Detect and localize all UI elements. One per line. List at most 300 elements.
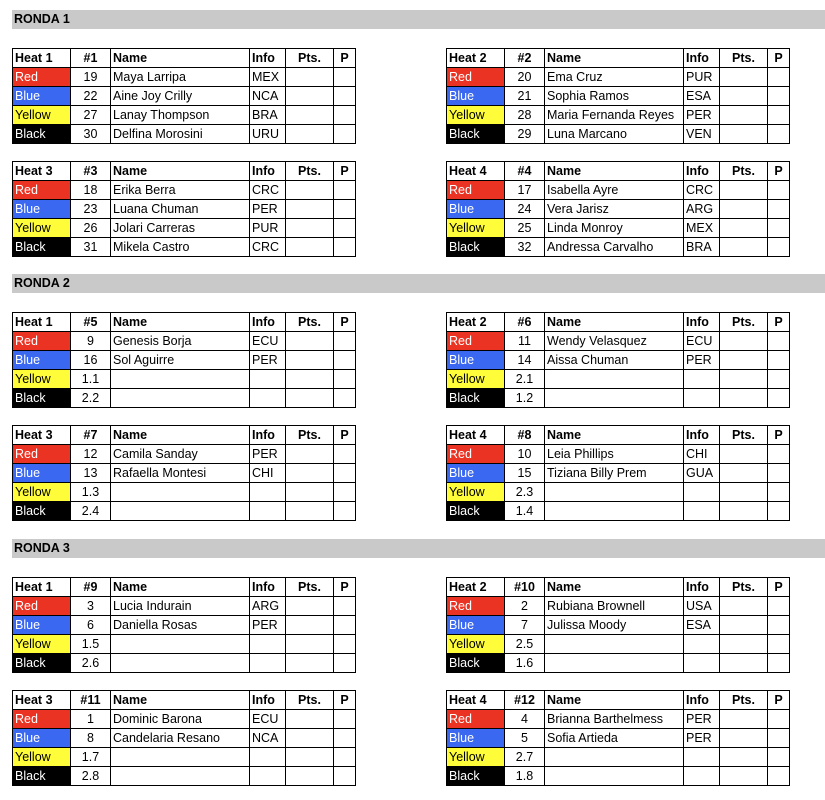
seed-cell: 2.5 xyxy=(505,635,545,654)
heat-header-row xyxy=(447,162,790,181)
athlete-name-cell: Tiziana Billy Prem xyxy=(545,464,684,483)
jersey-color-black: Black xyxy=(13,238,71,257)
place-cell xyxy=(768,68,790,87)
place-column-header: P xyxy=(334,691,356,710)
points-cell xyxy=(720,370,768,389)
competitor-row xyxy=(447,597,790,616)
jersey-color-yellow: Yellow xyxy=(447,635,505,654)
place-cell xyxy=(334,635,356,654)
heat-number: #11 xyxy=(71,691,111,710)
competitor-row xyxy=(447,635,790,654)
jersey-color-yellow: Yellow xyxy=(13,219,71,238)
points-cell xyxy=(286,68,334,87)
competitor-row xyxy=(447,106,790,125)
place-cell xyxy=(768,654,790,673)
heat-number: #4 xyxy=(505,162,545,181)
competitor-row xyxy=(447,219,790,238)
points-cell xyxy=(286,616,334,635)
jersey-color-black: Black xyxy=(447,767,505,786)
competitor-row xyxy=(13,68,356,87)
jersey-color-blue: Blue xyxy=(447,200,505,219)
info-column-header: Info xyxy=(250,578,286,597)
jersey-color-blue: Blue xyxy=(13,200,71,219)
jersey-color-black: Black xyxy=(13,389,71,408)
place-cell xyxy=(768,106,790,125)
seed-cell: 4 xyxy=(505,710,545,729)
country-cell xyxy=(684,389,720,408)
athlete-name-cell: Maya Larripa xyxy=(111,68,250,87)
info-column-header: Info xyxy=(250,49,286,68)
points-cell xyxy=(286,106,334,125)
competitor-row xyxy=(447,351,790,370)
jersey-color-red: Red xyxy=(13,710,71,729)
athlete-name-cell: Delfina Morosini xyxy=(111,125,250,144)
country-cell xyxy=(250,389,286,408)
seed-cell: 31 xyxy=(71,238,111,257)
place-cell xyxy=(334,181,356,200)
heat-label: Heat 1 xyxy=(13,313,71,332)
athlete-name-cell xyxy=(545,370,684,389)
seed-cell: 25 xyxy=(505,219,545,238)
heat-table xyxy=(12,690,356,786)
place-cell xyxy=(768,87,790,106)
place-cell xyxy=(334,389,356,408)
athlete-name-cell: Vera Jarisz xyxy=(545,200,684,219)
jersey-color-blue: Blue xyxy=(13,87,71,106)
place-cell xyxy=(334,483,356,502)
heat-number: #9 xyxy=(71,578,111,597)
place-cell xyxy=(768,597,790,616)
country-cell xyxy=(684,748,720,767)
competitor-row xyxy=(13,748,356,767)
seed-cell: 3 xyxy=(71,597,111,616)
heat-header-row xyxy=(447,313,790,332)
points-cell xyxy=(286,389,334,408)
competitor-row xyxy=(447,87,790,106)
competitor-row xyxy=(13,181,356,200)
athlete-name-cell: Aine Joy Crilly xyxy=(111,87,250,106)
country-cell: ESA xyxy=(684,616,720,635)
place-cell xyxy=(768,219,790,238)
points-cell xyxy=(720,597,768,616)
competitor-row xyxy=(13,106,356,125)
competitor-row xyxy=(13,767,356,786)
place-column-header: P xyxy=(768,426,790,445)
heat-table xyxy=(12,312,356,408)
points-column-header: Pts. xyxy=(286,691,334,710)
jersey-color-red: Red xyxy=(447,181,505,200)
seed-cell: 5 xyxy=(505,729,545,748)
heat-label: Heat 3 xyxy=(13,691,71,710)
seed-cell: 10 xyxy=(505,445,545,464)
points-cell xyxy=(286,464,334,483)
jersey-color-blue: Blue xyxy=(447,351,505,370)
heat-label: Heat 2 xyxy=(447,313,505,332)
competitor-row xyxy=(447,483,790,502)
heat-header-row xyxy=(447,578,790,597)
competitor-row xyxy=(13,238,356,257)
jersey-color-red: Red xyxy=(447,68,505,87)
competitor-row xyxy=(13,351,356,370)
athlete-name-cell: Wendy Velasquez xyxy=(545,332,684,351)
seed-cell: 20 xyxy=(505,68,545,87)
heat-number: #10 xyxy=(505,578,545,597)
seed-cell: 19 xyxy=(71,68,111,87)
seed-cell: 1 xyxy=(71,710,111,729)
country-cell: PER xyxy=(684,729,720,748)
jersey-color-yellow: Yellow xyxy=(13,106,71,125)
athlete-name-cell: Aissa Chuman xyxy=(545,351,684,370)
points-cell xyxy=(286,219,334,238)
athlete-name-cell: Candelaria Resano xyxy=(111,729,250,748)
jersey-color-black: Black xyxy=(447,502,505,521)
points-cell xyxy=(720,68,768,87)
name-column-header: Name xyxy=(545,162,684,181)
jersey-color-black: Black xyxy=(447,389,505,408)
heat-table xyxy=(12,161,356,257)
place-cell xyxy=(768,483,790,502)
place-cell xyxy=(768,729,790,748)
seed-cell: 1.5 xyxy=(71,635,111,654)
points-cell xyxy=(286,729,334,748)
place-cell xyxy=(768,370,790,389)
athlete-name-cell: Sophia Ramos xyxy=(545,87,684,106)
place-column-header: P xyxy=(334,578,356,597)
competitor-row xyxy=(447,68,790,87)
heat-number: #1 xyxy=(71,49,111,68)
place-cell xyxy=(334,219,356,238)
place-cell xyxy=(334,502,356,521)
athlete-name-cell: Linda Monroy xyxy=(545,219,684,238)
competitor-row xyxy=(13,445,356,464)
place-cell xyxy=(768,389,790,408)
jersey-color-black: Black xyxy=(13,125,71,144)
athlete-name-cell: Isabella Ayre xyxy=(545,181,684,200)
round-title-bar: RONDA 1 xyxy=(12,10,825,29)
athlete-name-cell xyxy=(545,748,684,767)
country-cell: ECU xyxy=(684,332,720,351)
athlete-name-cell: Mikela Castro xyxy=(111,238,250,257)
athlete-name-cell xyxy=(111,370,250,389)
competitor-row xyxy=(13,654,356,673)
name-column-header: Name xyxy=(545,578,684,597)
points-cell xyxy=(720,635,768,654)
athlete-name-cell: Sol Aguirre xyxy=(111,351,250,370)
heat-label: Heat 1 xyxy=(13,49,71,68)
seed-cell: 1.6 xyxy=(505,654,545,673)
points-cell xyxy=(286,370,334,389)
seed-cell: 8 xyxy=(71,729,111,748)
competitor-row xyxy=(447,767,790,786)
place-cell xyxy=(334,200,356,219)
name-column-header: Name xyxy=(545,49,684,68)
competitor-row xyxy=(13,200,356,219)
country-cell: USA xyxy=(684,597,720,616)
place-cell xyxy=(768,238,790,257)
seed-cell: 2.1 xyxy=(505,370,545,389)
competitor-row xyxy=(13,464,356,483)
seed-cell: 2 xyxy=(505,597,545,616)
points-cell xyxy=(286,483,334,502)
country-cell xyxy=(684,654,720,673)
country-cell: MEX xyxy=(250,68,286,87)
place-column-header: P xyxy=(334,162,356,181)
jersey-color-red: Red xyxy=(13,181,71,200)
athlete-name-cell: Erika Berra xyxy=(111,181,250,200)
place-column-header: P xyxy=(768,49,790,68)
points-cell xyxy=(720,181,768,200)
competitor-row xyxy=(447,181,790,200)
points-cell xyxy=(720,616,768,635)
heat-label: Heat 4 xyxy=(447,691,505,710)
heat-header-row xyxy=(13,691,356,710)
heat-number: #8 xyxy=(505,426,545,445)
heat-table xyxy=(446,48,790,144)
place-column-header: P xyxy=(334,426,356,445)
competitor-row xyxy=(13,502,356,521)
points-cell xyxy=(720,729,768,748)
points-cell xyxy=(720,464,768,483)
competitor-row xyxy=(13,729,356,748)
points-cell xyxy=(720,767,768,786)
info-column-header: Info xyxy=(684,313,720,332)
athlete-name-cell xyxy=(111,748,250,767)
place-cell xyxy=(334,351,356,370)
jersey-color-blue: Blue xyxy=(13,351,71,370)
info-column-header: Info xyxy=(250,162,286,181)
place-cell xyxy=(334,729,356,748)
seed-cell: 29 xyxy=(505,125,545,144)
place-cell xyxy=(768,464,790,483)
info-column-header: Info xyxy=(250,313,286,332)
seed-cell: 13 xyxy=(71,464,111,483)
place-cell xyxy=(334,597,356,616)
country-cell: BRA xyxy=(684,238,720,257)
country-cell: CHI xyxy=(250,464,286,483)
info-column-header: Info xyxy=(684,426,720,445)
points-cell xyxy=(720,106,768,125)
country-cell: PUR xyxy=(684,68,720,87)
heat-table xyxy=(446,425,790,521)
country-cell: PER xyxy=(250,200,286,219)
jersey-color-blue: Blue xyxy=(13,729,71,748)
points-cell xyxy=(720,125,768,144)
points-cell xyxy=(720,654,768,673)
place-cell xyxy=(334,767,356,786)
heat-header-row xyxy=(13,578,356,597)
heat-table xyxy=(446,690,790,786)
jersey-color-red: Red xyxy=(13,68,71,87)
jersey-color-red: Red xyxy=(13,445,71,464)
athlete-name-cell xyxy=(545,483,684,502)
jersey-color-red: Red xyxy=(447,445,505,464)
points-cell xyxy=(286,200,334,219)
seed-cell: 2.6 xyxy=(71,654,111,673)
name-column-header: Name xyxy=(111,578,250,597)
points-cell xyxy=(720,389,768,408)
jersey-color-blue: Blue xyxy=(447,87,505,106)
athlete-name-cell xyxy=(545,767,684,786)
round-title-bar: RONDA 2 xyxy=(12,274,825,293)
jersey-color-yellow: Yellow xyxy=(13,748,71,767)
seed-cell: 32 xyxy=(505,238,545,257)
heat-number: #6 xyxy=(505,313,545,332)
points-cell xyxy=(720,219,768,238)
competitor-row xyxy=(13,370,356,389)
heat-label: Heat 2 xyxy=(447,578,505,597)
competitor-row xyxy=(447,445,790,464)
place-cell xyxy=(334,616,356,635)
points-cell xyxy=(286,238,334,257)
country-cell: GUA xyxy=(684,464,720,483)
country-cell xyxy=(250,767,286,786)
place-cell xyxy=(334,464,356,483)
country-cell: ARG xyxy=(684,200,720,219)
competitor-row xyxy=(13,219,356,238)
competitor-row xyxy=(447,710,790,729)
seed-cell: 2.8 xyxy=(71,767,111,786)
athlete-name-cell: Rubiana Brownell xyxy=(545,597,684,616)
jersey-color-blue: Blue xyxy=(447,729,505,748)
heat-table xyxy=(446,577,790,673)
place-cell xyxy=(768,445,790,464)
points-cell xyxy=(286,351,334,370)
place-column-header: P xyxy=(768,691,790,710)
heat-label: Heat 2 xyxy=(447,49,505,68)
heat-table xyxy=(12,577,356,673)
jersey-color-black: Black xyxy=(447,654,505,673)
athlete-name-cell: Luana Chuman xyxy=(111,200,250,219)
athlete-name-cell xyxy=(545,654,684,673)
heat-header-row xyxy=(447,426,790,445)
points-column-header: Pts. xyxy=(720,578,768,597)
competitor-row xyxy=(447,729,790,748)
athlete-name-cell: Andressa Carvalho xyxy=(545,238,684,257)
jersey-color-blue: Blue xyxy=(13,616,71,635)
points-cell xyxy=(720,332,768,351)
athlete-name-cell: Lanay Thompson xyxy=(111,106,250,125)
country-cell xyxy=(250,748,286,767)
heat-label: Heat 3 xyxy=(13,162,71,181)
place-cell xyxy=(334,332,356,351)
place-cell xyxy=(334,238,356,257)
jersey-color-blue: Blue xyxy=(13,464,71,483)
seed-cell: 17 xyxy=(505,181,545,200)
heat-number: #2 xyxy=(505,49,545,68)
name-column-header: Name xyxy=(111,313,250,332)
heat-header-row xyxy=(13,313,356,332)
country-cell: PER xyxy=(250,351,286,370)
jersey-color-black: Black xyxy=(13,502,71,521)
country-cell: ECU xyxy=(250,710,286,729)
jersey-color-yellow: Yellow xyxy=(447,483,505,502)
competitor-row xyxy=(13,597,356,616)
seed-cell: 15 xyxy=(505,464,545,483)
place-cell xyxy=(768,635,790,654)
name-column-header: Name xyxy=(545,691,684,710)
points-cell xyxy=(720,502,768,521)
seed-cell: 24 xyxy=(505,200,545,219)
athlete-name-cell xyxy=(111,635,250,654)
competitor-row xyxy=(447,654,790,673)
heat-header-row xyxy=(13,49,356,68)
seed-cell: 21 xyxy=(505,87,545,106)
place-column-header: P xyxy=(334,313,356,332)
athlete-name-cell xyxy=(111,654,250,673)
points-column-header: Pts. xyxy=(720,426,768,445)
competitor-row xyxy=(447,389,790,408)
seed-cell: 27 xyxy=(71,106,111,125)
athlete-name-cell: Leia Phillips xyxy=(545,445,684,464)
athlete-name-cell: Genesis Borja xyxy=(111,332,250,351)
round-title-bar: RONDA 3 xyxy=(12,539,825,558)
place-cell xyxy=(334,654,356,673)
points-cell xyxy=(720,351,768,370)
place-cell xyxy=(768,332,790,351)
country-cell xyxy=(684,483,720,502)
competitor-row xyxy=(447,748,790,767)
place-column-header: P xyxy=(334,49,356,68)
heat-label: Heat 4 xyxy=(447,162,505,181)
athlete-name-cell: Jolari Carreras xyxy=(111,219,250,238)
jersey-color-red: Red xyxy=(13,332,71,351)
competitor-row xyxy=(13,710,356,729)
jersey-color-black: Black xyxy=(447,238,505,257)
jersey-color-yellow: Yellow xyxy=(447,106,505,125)
name-column-header: Name xyxy=(111,691,250,710)
country-cell: PER xyxy=(250,616,286,635)
points-column-header: Pts. xyxy=(286,162,334,181)
competitor-row xyxy=(447,464,790,483)
name-column-header: Name xyxy=(545,426,684,445)
jersey-color-yellow: Yellow xyxy=(13,635,71,654)
name-column-header: Name xyxy=(111,162,250,181)
competitor-row xyxy=(13,332,356,351)
place-cell xyxy=(334,710,356,729)
country-cell xyxy=(250,370,286,389)
competitor-row xyxy=(13,616,356,635)
points-cell xyxy=(720,200,768,219)
jersey-color-yellow: Yellow xyxy=(447,219,505,238)
competitor-row xyxy=(13,87,356,106)
seed-cell: 1.3 xyxy=(71,483,111,502)
jersey-color-yellow: Yellow xyxy=(13,370,71,389)
seed-cell: 1.4 xyxy=(505,502,545,521)
country-cell xyxy=(250,635,286,654)
country-cell: PER xyxy=(684,351,720,370)
seed-cell: 2.7 xyxy=(505,748,545,767)
points-column-header: Pts. xyxy=(720,49,768,68)
seed-cell: 30 xyxy=(71,125,111,144)
heat-label: Heat 3 xyxy=(13,426,71,445)
seed-cell: 28 xyxy=(505,106,545,125)
athlete-name-cell: Luna Marcano xyxy=(545,125,684,144)
athlete-name-cell: Julissa Moody xyxy=(545,616,684,635)
athlete-name-cell xyxy=(545,635,684,654)
country-cell xyxy=(250,654,286,673)
competitor-row xyxy=(447,200,790,219)
athlete-name-cell: Ema Cruz xyxy=(545,68,684,87)
points-cell xyxy=(720,483,768,502)
country-cell: NCA xyxy=(250,729,286,748)
points-cell xyxy=(286,635,334,654)
heat-number: #12 xyxy=(505,691,545,710)
points-cell xyxy=(286,181,334,200)
athlete-name-cell: Rafaella Montesi xyxy=(111,464,250,483)
info-column-header: Info xyxy=(684,578,720,597)
seed-cell: 1.1 xyxy=(71,370,111,389)
athlete-name-cell xyxy=(111,389,250,408)
